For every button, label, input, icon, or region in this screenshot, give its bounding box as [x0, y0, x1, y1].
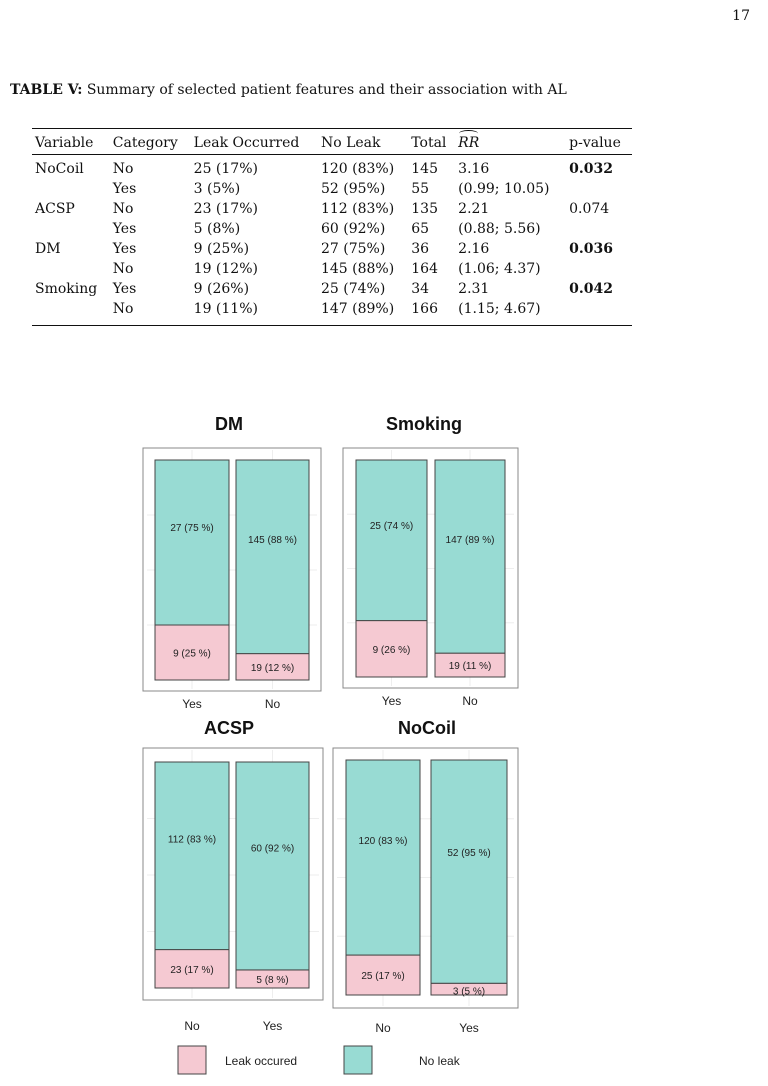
table-cell-category: No [112, 301, 134, 317]
table-cell-category: Yes [112, 181, 137, 197]
table-cell-leak: 9 (26%) [193, 281, 250, 297]
x-tick-label: Yes [381, 694, 402, 708]
table-cell-total: 166 [411, 301, 438, 317]
table-cell-p: 0.042 [569, 281, 613, 297]
bar-noleak-segment [236, 460, 309, 654]
table-cell-noleak: 120 (83%) [320, 161, 395, 177]
chart-title: Smoking [385, 414, 463, 434]
x-tick-label: No [375, 1021, 391, 1035]
data-label-leak: 25 (17 %) [361, 971, 405, 983]
table-cell-p: 0.036 [569, 241, 613, 257]
table-cell-leak: 3 (5%) [193, 181, 241, 197]
bar-noleak-segment [435, 460, 505, 653]
header-no-leak: No Leak [320, 135, 381, 151]
table-cell-total: 164 [411, 261, 438, 277]
table-cell-leak: 19 (12%) [193, 261, 258, 277]
table-cell-total: 135 [411, 201, 438, 217]
table-cell-p: 0.074 [569, 201, 610, 217]
data-label-leak: 9 (26 %) [372, 644, 411, 656]
header-rr-label: RR [458, 135, 480, 151]
bar-noleak-segment [356, 460, 427, 621]
data-label-noleak: 147 (89 %) [445, 535, 495, 547]
data-label-leak: 19 (11 %) [448, 661, 492, 673]
table-cell-rr: (0.88; 5.56) [458, 221, 541, 237]
table-cell-category: No [112, 261, 134, 277]
table-caption-text: Summary of selected patient features and their association with AL [86, 82, 567, 98]
data-label-leak: 23 (17 %) [170, 964, 214, 976]
table-caption-label: TABLE V: [10, 82, 83, 98]
table-cell-total: 55 [411, 181, 430, 197]
data-label-noleak: 60 (92 %) [250, 843, 295, 855]
table-cell-leak: 5 (8%) [193, 221, 241, 237]
x-tick-label: No [462, 694, 478, 708]
bar-noleak-segment [155, 460, 229, 625]
data-label-leak: 5 (8 %) [256, 974, 289, 986]
legend-swatch-leak [178, 1046, 206, 1074]
header-p-value: p-value [569, 135, 621, 151]
data-label-leak: 9 (25 %) [173, 648, 211, 660]
table-cell-p: 0.032 [569, 161, 613, 177]
data-label-leak: 3 (5 %) [452, 986, 486, 998]
legend-label-noleak: No leak [419, 1054, 460, 1068]
table-cell-noleak: 145 (88%) [320, 261, 395, 277]
header-category: Category [112, 135, 178, 151]
data-label-noleak: 52 (95 %) [447, 847, 491, 859]
header-total: Total [411, 135, 447, 151]
legend-label-leak: Leak occured [225, 1054, 298, 1068]
table-cell-leak: 25 (17%) [193, 161, 258, 177]
legend-swatch-noleak [344, 1046, 372, 1074]
data-label-noleak: 27 (75 %) [170, 522, 214, 534]
bar-noleak-segment [431, 760, 507, 983]
table-cell-noleak: 52 (95%) [320, 181, 386, 197]
table-cell-leak: 19 (11%) [193, 301, 258, 317]
table-cell-rr: (1.15; 4.67) [458, 301, 541, 317]
table-cell-rr: 3.16 [458, 161, 490, 177]
table-cell-total: 36 [411, 241, 430, 257]
x-tick-label: No [184, 1019, 200, 1033]
table-cell-total: 34 [411, 281, 430, 297]
data-label-leak: 19 (12 %) [250, 662, 295, 674]
data-label-noleak: 112 (83 %) [167, 834, 217, 846]
table-cell-rr: 2.21 [458, 201, 490, 217]
table-cell-variable: ACSP [35, 201, 75, 217]
page-number: 17 [732, 8, 750, 24]
chart-title: ACSP [203, 718, 255, 738]
x-tick-label: Yes [262, 1019, 283, 1033]
x-tick-label: Yes [459, 1021, 479, 1035]
table-cell-total: 145 [411, 161, 438, 177]
data-label-noleak: 25 (74 %) [369, 521, 414, 533]
table-cell-noleak: 27 (75%) [320, 241, 386, 257]
chart-title: NoCoil [398, 718, 456, 738]
table-cell-rr: (1.06; 4.37) [458, 261, 541, 277]
data-label-noleak: 145 (88 %) [248, 535, 297, 547]
table-cell-category: No [112, 161, 134, 177]
data-label-noleak: 120 (83 %) [358, 835, 408, 847]
table-cell-noleak: 147 (89%) [320, 301, 395, 317]
table-cell-noleak: 25 (74%) [320, 281, 386, 297]
header-variable: Variable [35, 135, 94, 151]
table-cell-rr: (0.99; 10.05) [458, 181, 550, 197]
bar-noleak-segment [346, 760, 420, 955]
table-cell-variable: Smoking [35, 281, 98, 297]
table-cell-noleak: 112 (83%) [320, 201, 395, 217]
table-cell-variable: DM [35, 241, 61, 257]
table-cell-category: Yes [112, 281, 137, 297]
table-cell-leak: 9 (25%) [193, 241, 250, 257]
table-cell-total: 65 [411, 221, 430, 237]
bar-noleak-segment [155, 762, 229, 950]
header-leak-occurred: Leak Occurred [193, 135, 300, 151]
x-tick-label: Yes [182, 697, 202, 711]
table-cell-category: Yes [112, 221, 137, 237]
table-cell-category: Yes [112, 241, 137, 257]
table-cell-category: No [112, 201, 134, 217]
table-cell-variable: NoCoil [35, 161, 84, 177]
table-cell-noleak: 60 (92%) [320, 221, 386, 237]
table-cell-rr: 2.31 [458, 281, 490, 297]
x-tick-label: No [264, 697, 281, 711]
chart-title: DM [215, 414, 243, 434]
table-cell-rr: 2.16 [458, 241, 490, 257]
table-cell-leak: 23 (17%) [193, 201, 258, 217]
bar-noleak-segment [236, 762, 309, 970]
